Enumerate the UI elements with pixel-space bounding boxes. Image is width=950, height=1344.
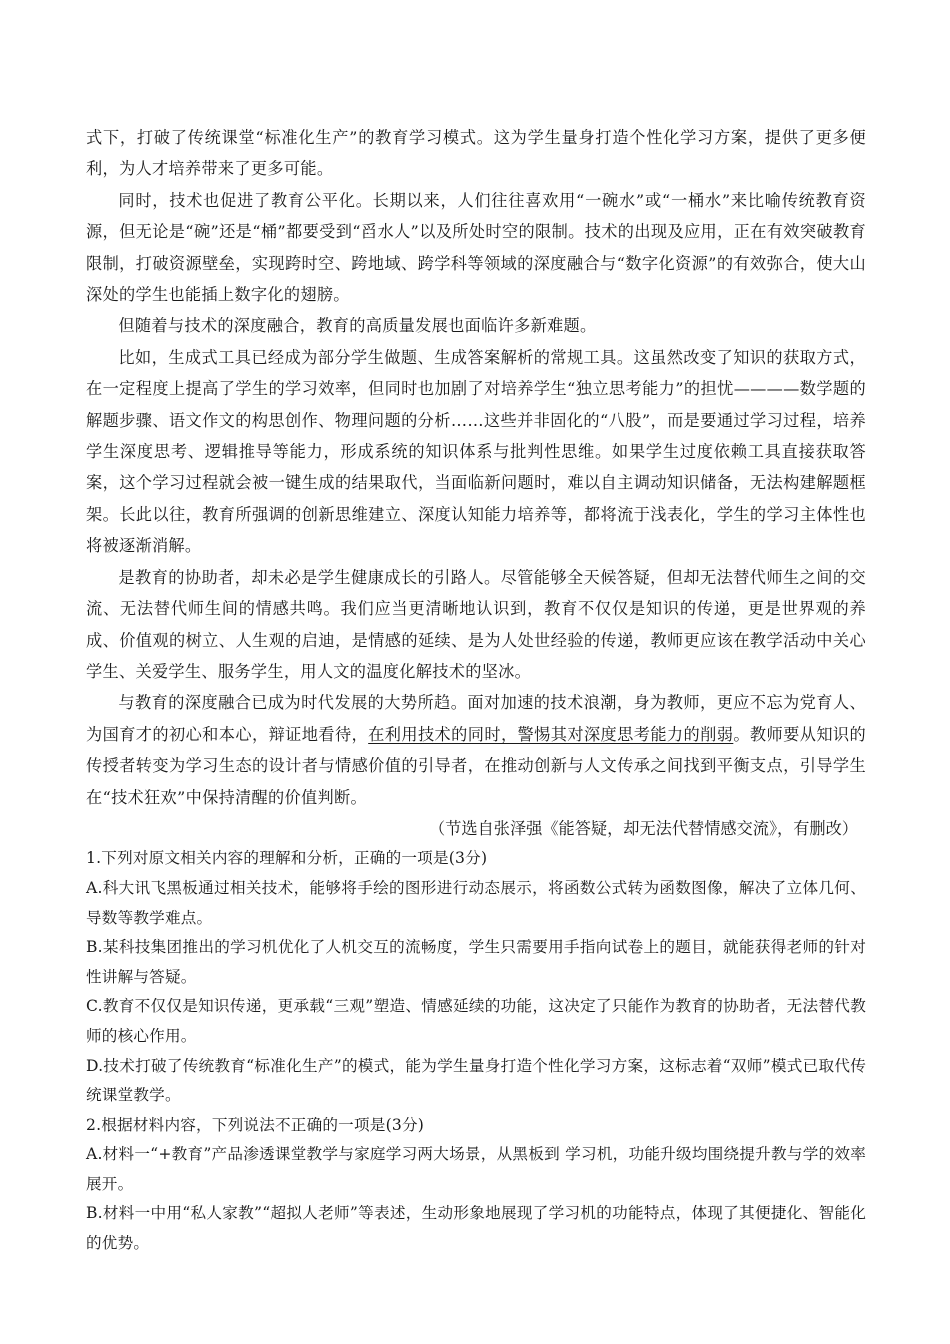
passage-paragraph-1: 式下，打破了传统课堂“标准化生产”的教育学习模式。这为学生量身打造个性化学习方案，提供了更多便利，为人才培养带来了更多可能。 <box>86 128 866 179</box>
passage-paragraph-6 <box>86 687 866 813</box>
source-citation: （节选自张泽强《能答疑，却无法代替情感交流》，有删改） <box>429 818 858 838</box>
question-2-option-a: A.材料一“+教育”产品渗透课堂教学与家庭学习两大场景，从黑板到 学习机，功能升级均围绕提升教与学的效率展开。 <box>86 1145 866 1193</box>
passage-paragraph-5: 是教育的协助者，却未必是学生健康成长的引路人。尽管能够全天候答疑，但却无法替代师生之间的交流、无法替代师生间的情感共鸣。我们应当更清晰地认识到，教育不仅仅是知识的传递，更是世界观的养成、价值观的树立、人生观的启迪，是情感的延续、是为人处世经验的传递，教师更应该在教学活动中关心学生、关爱学生、服务学生，用人文的温度化解技术的坚冰。 <box>86 567 866 681</box>
exam-page <box>86 122 866 1259</box>
passage-paragraph-4: 比如，生成式工具已经成为部分学生做题、生成答案解析的常规工具。这虽然改变了知识的获取方式，在一定程度上提高了学生的学习效率，但同时也加剧了对培养学生“独立思考能力”的担忧————数学题的解题步骤、语文作文的构思创作、物理问题的分析……这些并非固化的“八股”，而是要通过学习过程，培养学生深度思考、逻辑推导等能力，形成系统的知识体系与批判性思维。如果学生过度依赖工具直接获取答案，这个学习过程就会被一键生成的结果取代，当面临新问题时，难以自主调动知识储备，无法构建解题框架。长此以往，教育所强调的创新思维建立、深度认知能力培养等，都将流于浅表化，学生的学习主体性也将被逐渐消解。 <box>86 347 866 556</box>
question-1-stem: 1.下列对原文相关内容的理解和分析，正确的一项是(3分) <box>86 849 488 868</box>
question-1-option-a: A.科大讯飞黑板通过相关技术，能够将手绘的图形进行动态展示，将函数公式转为函数图像，解决了立体几何、导数等教学难点。 <box>86 878 866 927</box>
paragraph-6-text-end: 。教师要从知识的传授者转变为学习生态的设计者与情感价值的引导者，在推动创新与人文传承之间找到平衡支点，引导学生在“技术狂欢”中保持清醒的价值判断。 <box>86 724 866 807</box>
question-1-option-c: C.教育不仅仅是知识传递，更承载“三观”塑造、情感延续的功能，这决定了只能作为教育的协助者，无法替代教师的核心作用。 <box>86 997 866 1045</box>
passage-paragraph-2: 同时，技术也促进了教育公平化。长期以来，人们往往喜欢用“一碗水”或“一桶水”来比喻传统教育资源，但无论是“碗”还是“桶”都要受到“舀水人”以及所处时空的限制。技术的出现及应用，正在有效突破教育限制，打破资源壁垒，实现跨时空、跨地域、跨学科等领域的深度融合与“数字化资源”的有效弥合，使大山深处的学生也能插上数字化的翅膀。 <box>86 190 866 305</box>
underlined-sentence: 在利用技术的同时，警惕其对深度思考能力的削弱 <box>368 724 734 744</box>
passage-paragraph-3: 但随着与技术的深度融合，教育的高质量发展也面临许多新难题。 <box>118 316 597 336</box>
paragraph-6-text-start: 与教育的深度融合已成为时代发展的大势所趋。面对加速的技术浪潮，身为教师，更应不忘为党育人、为国育才的初心和本心，辩证地看待， <box>86 693 866 744</box>
question-1-option-d: D.技术打破了传统教育“标准化生产”的模式，能为学生量身打造个性化学习方案，这标志着“双师”模式已取代传统课堂教学。 <box>86 1056 866 1105</box>
question-1-option-b: B.某科技集团推出的学习机优化了人机交互的流畅度，学生只需要用手指向试卷上的题目，就能获得老师的针对性讲解与答疑。 <box>86 938 866 986</box>
question-2-stem: 2.根据材料内容，下列说法不正确的一项是(3分) <box>86 1115 425 1134</box>
question-2-option-b: B.材料一中用“私人家教”“超拟人老师”等表述，生动形象地展现了学习机的功能特点，体现了其便捷化、智能化的优势。 <box>86 1204 866 1253</box>
